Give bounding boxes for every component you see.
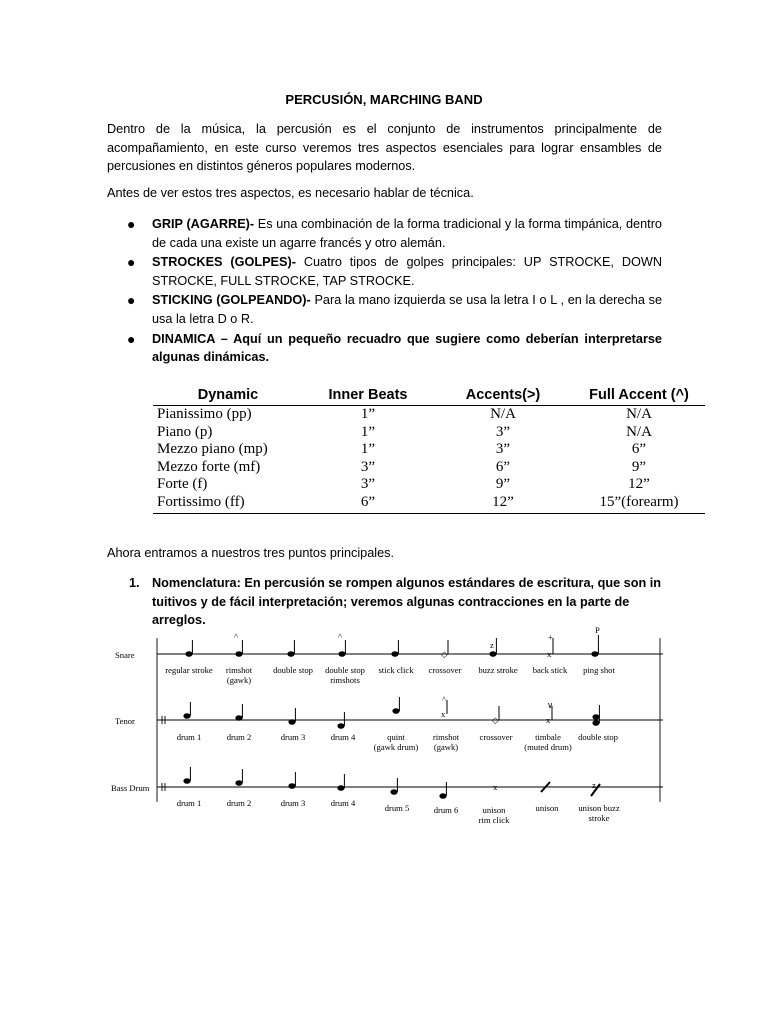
notation-caption: (muted drum) [524,742,572,752]
notation-caption: rimshots [330,675,360,685]
notation-caption: buzz stroke [478,665,518,675]
staff-lines [157,638,663,802]
table-cell: 1” [360,406,376,422]
notation-caption: timbale [535,732,561,742]
bullet-term: STICKING (GOLPEANDO)- [152,293,311,308]
notation-caption: (gawk) [433,742,459,752]
note [493,782,498,792]
list-item [107,215,662,252]
note [288,708,295,725]
bullet-icon: ● [127,330,136,347]
svg-text:P: P [595,625,600,635]
notation-caption: (gawk) [226,675,252,685]
notation-caption: double stop [325,665,365,675]
note [392,697,399,714]
svg-text:^: ^ [338,631,343,641]
technique-intro: Antes de ver estos tres aspectos, es necesario hablar de técnica. [107,186,474,200]
list-item [107,330,662,367]
notation-caption: stick click [378,665,414,675]
notation-caption: drum 2 [226,732,252,742]
svg-text:^: ^ [442,694,447,704]
notation-caption: drum 1 [176,732,202,742]
notation-caption: rimshot [225,665,253,675]
table-row [153,459,705,477]
note [287,640,294,657]
bullet-text: Para la mano izquierda se usa la letra I o L , en la derecha se usa la letra D o R. [152,293,663,326]
list-item [107,253,662,290]
note [592,705,599,726]
table-cell: 9” [631,458,647,475]
table-header: Full Accent (^) [573,384,705,406]
note [591,625,600,657]
notation-caption: drum 6 [433,805,459,815]
svg-text:z: z [490,640,494,650]
notation-caption: crossover [428,665,462,675]
bullet-icon: ● [127,292,136,309]
notation-caption: double stop [273,665,313,675]
table-cell: 1” [360,441,376,457]
notation-caption: unison [482,805,506,815]
notation-caption: drum 4 [330,732,356,742]
table-cell: 3” [495,441,511,457]
note [185,640,192,657]
table-row [153,441,705,459]
table-cell: 3” [360,458,376,475]
table-cell: 12” [433,494,573,514]
note [390,778,397,795]
svg-text:x: x [493,782,498,792]
svg-text:+: + [548,632,553,642]
table-cell: Fortissimo (ff) [153,494,303,514]
bullet-term: DINAMICA – Aquí un pequeño recuadro que sugiere como deberían interpretarse algunas dinámicas. [152,331,662,365]
table-cell: 1” [360,423,376,440]
svg-text:^: ^ [234,631,239,641]
svg-text:x: x [441,709,446,719]
bullet-icon: ● [127,216,136,232]
notation-caption: regular stroke [165,665,213,675]
note [235,769,242,786]
svg-text:z: z [592,780,596,790]
notation-caption: rim click [478,815,510,825]
note [489,638,496,657]
table-header: Accents(>) [433,384,573,406]
notation-caption: double stop [578,732,618,742]
note [234,631,243,657]
main-points-intro: Ahora entramos a nuestros tres puntos principales. [107,546,395,560]
snare-label: Snare [115,650,135,660]
svg-text:x: x [546,715,551,725]
bullet-text: Es una combinación de la forma tradicional y la forma timpánica, dentro de cada una existe un agarre francés y otro alemán. [152,217,662,250]
notation-caption: quint [387,732,405,742]
list-item [107,291,662,328]
notation-caption: drum 2 [226,798,252,808]
notation-caption: back stick [532,665,568,675]
table-cell: Mezzo piano (mp) [157,441,268,457]
note [183,767,190,784]
table-cell: 6” [303,494,433,514]
notation-caption: ping shot [583,665,615,675]
notation-caption: drum 1 [176,798,202,808]
table-cell: Pianissimo (pp) [157,406,252,422]
table-cell: 3” [360,476,376,492]
svg-text:◇: ◇ [441,649,448,659]
table-row [153,476,705,494]
notation-caption: unison [535,803,559,813]
technique-list [107,215,662,368]
note [439,782,446,799]
table-cell: N/A [626,406,652,422]
table-header: Inner Beats [303,384,433,406]
table-row [153,424,705,442]
notation-caption: drum 3 [280,798,306,808]
table-cell: N/A [490,406,516,422]
tenor-label: Tenor [115,716,135,726]
notation-caption: stroke [588,813,610,823]
table-header: Dynamic [153,384,303,406]
note [441,640,448,659]
svg-text:x: x [547,649,552,659]
table-cell: 9” [495,476,511,492]
page-title: PERCUSIÓN, MARCHING BAND [285,92,483,107]
notation-caption: crossover [479,732,513,742]
table-cell: 6” [495,458,511,475]
table-cell: 3” [495,423,511,440]
bass-notes [183,767,600,799]
svg-text:∨: ∨ [547,700,554,710]
bullet-text: Cuatro tipos de golpes principales: UP STROCKE, DOWN STROCKE, FULL STROCKE, TAP STROCKE. [152,255,662,288]
dynamics-table [153,384,705,514]
note [235,704,242,721]
note [288,772,295,789]
notation-caption: unison buzz [578,803,620,813]
bullet-icon: ● [127,254,136,271]
table-cell: N/A [626,423,652,440]
bullet-term: GRIP (AGARRE)- [152,217,255,231]
notation-caption: (gawk drum) [373,742,419,752]
bass-label: Bass Drum [111,783,150,793]
note [492,706,499,725]
note [547,632,553,659]
table-cell: 15”(forearm) [573,494,705,514]
table-row [153,406,705,424]
note [441,694,447,719]
table-cell: Forte (f) [157,476,208,492]
table-cell: 12” [628,476,650,492]
note [546,700,553,725]
notation-caption: drum 4 [330,798,356,808]
table-row [153,494,705,514]
note [391,640,398,657]
bullet-term: STROCKES (GOLPES)- [152,255,296,270]
intro-paragraph: Dentro de la música, la percusión es el conjunto de instrumentos principalmente de acompañamiento, en este curso veremos tres aspectos esenciales para lograr ensambles de percusiones en distintos géneros populares modernos. [107,122,662,174]
svg-text:◇: ◇ [492,715,499,725]
table-cell: Piano (p) [157,423,213,440]
table-body [153,406,705,514]
table-cell: 6” [631,441,647,457]
notation-caption: drum 5 [384,803,410,813]
note [337,774,344,791]
notation-caption: rimshot [432,732,460,742]
item-text: Nomenclatura: En percusión se rompen algunos estándares de escritura, que son in tuitivos y de fácil interpretación; veremos algunas contracciones en la parte de arreglos. [152,576,662,628]
notation-caption: drum 3 [280,732,306,742]
note [338,631,346,657]
table-cell: Mezzo forte (mf) [157,458,261,475]
note [591,780,600,796]
tenor-notes [183,694,599,729]
percussion-notation-figure [105,620,665,835]
item-number: 1. [129,576,140,590]
note [183,702,190,719]
